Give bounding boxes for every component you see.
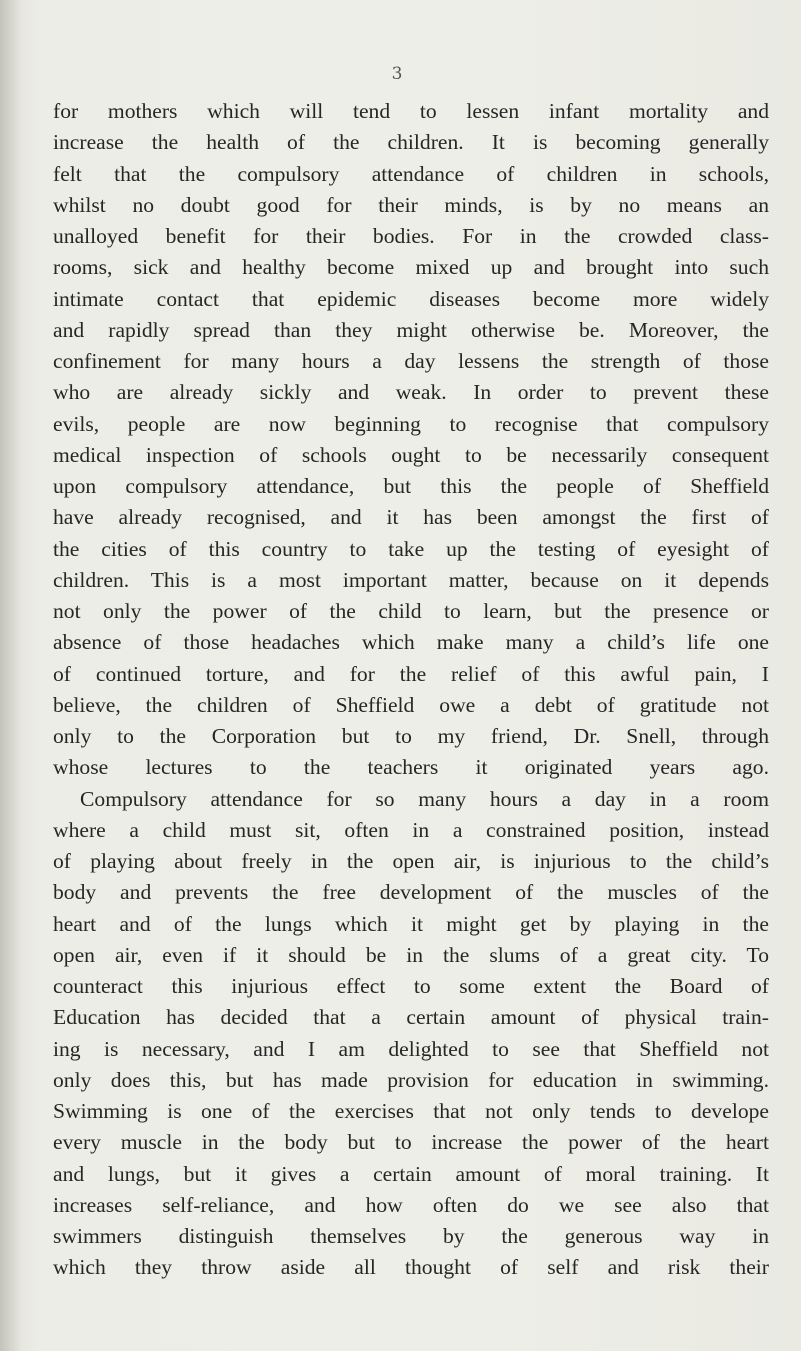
- text-line: intimate contact that epidemic diseases become more widely: [53, 286, 769, 311]
- text-line: increases self-reliance, and how often do we see also that: [53, 1192, 769, 1217]
- text-line: evils, people are now beginning to recognise that compulsory: [53, 411, 769, 436]
- text-line: heart and of the lungs which it might get by playing in the: [53, 911, 769, 936]
- text-line: for mothers which will tend to lessen infant mortality and: [53, 99, 769, 123]
- text-line: open air, even if it should be in the slums of a great city. To: [53, 942, 769, 967]
- text-line: believe, the children of Sheffield owe a debt of gratitude not: [53, 692, 769, 717]
- text-line: not only the power of the child to learn, but the presence or: [53, 599, 769, 623]
- text-line: counteract this injurious effect to some extent the Board of: [53, 974, 769, 998]
- text-line: ing is necessary, and I am delighted to see that Sheffield not: [53, 1036, 769, 1061]
- text-line: body and prevents the free development of the muscles of the: [53, 880, 769, 905]
- text-line: swimmers distinguish themselves by the generous way in: [53, 1224, 769, 1248]
- text-line: medical inspection of schools ought to be necessarily consequent: [53, 442, 769, 467]
- text-line: the cities of this country to take up the testing of eyesight of: [53, 536, 769, 561]
- text-line: which they throw aside all thought of self and risk their: [53, 1255, 769, 1280]
- body-text: [53, 96, 769, 1284]
- text-line: Compulsory attendance for so many hours a day in a room: [80, 786, 769, 811]
- text-line: have already recognised, and it has been amongst the first of: [53, 505, 769, 530]
- text-line: Education has decided that a certain amount of physical train-: [53, 1005, 769, 1030]
- text-line: every muscle in the body but to increase the power of the heart: [53, 1130, 769, 1155]
- text-line: of continued torture, and for the relief of this awful pain, I: [53, 661, 769, 686]
- text-line: confinement for many hours a day lessens the strength of those: [53, 349, 769, 373]
- text-line: rooms, sick and healthy become mixed up and brought into such: [53, 255, 769, 280]
- text-line: only does this, but has made provision for education in swimming.: [53, 1067, 769, 1092]
- text-line: where a child must sit, often in a constrained position, instead: [53, 817, 769, 842]
- binding-shadow: [0, 0, 22, 1351]
- text-line: Swimming is one of the exercises that not only tends to develope: [53, 1099, 769, 1123]
- text-line: and lungs, but it gives a certain amount of moral training. It: [53, 1161, 769, 1186]
- page-number: 3: [391, 64, 403, 84]
- text-line: only to the Corporation but to my friend, Dr. Snell, through: [53, 724, 769, 748]
- text-line: absence of those headaches which make many a child’s life one: [53, 630, 769, 655]
- text-line: whilst no doubt good for their minds, is by no means an: [53, 192, 769, 217]
- text-line: increase the health of the children. It is becoming generally: [53, 130, 769, 155]
- text-line: children. This is a most important matter, because on it depends: [53, 567, 769, 592]
- text-line: who are already sickly and weak. In order to prevent these: [53, 380, 769, 405]
- text-line: felt that the compulsory attendance of children in schools,: [53, 161, 769, 186]
- text-line: and rapidly spread than they might otherwise be. Moreover, the: [53, 317, 769, 342]
- text-line: upon compulsory attendance, but this the people of Sheffield: [53, 474, 769, 498]
- text-line: unalloyed benefit for their bodies. For in the crowded class-: [53, 224, 769, 248]
- text-line: of playing about freely in the open air, is injurious to the child’s: [53, 849, 769, 873]
- text-line: whose lectures to the teachers it originated years ago.: [53, 755, 769, 780]
